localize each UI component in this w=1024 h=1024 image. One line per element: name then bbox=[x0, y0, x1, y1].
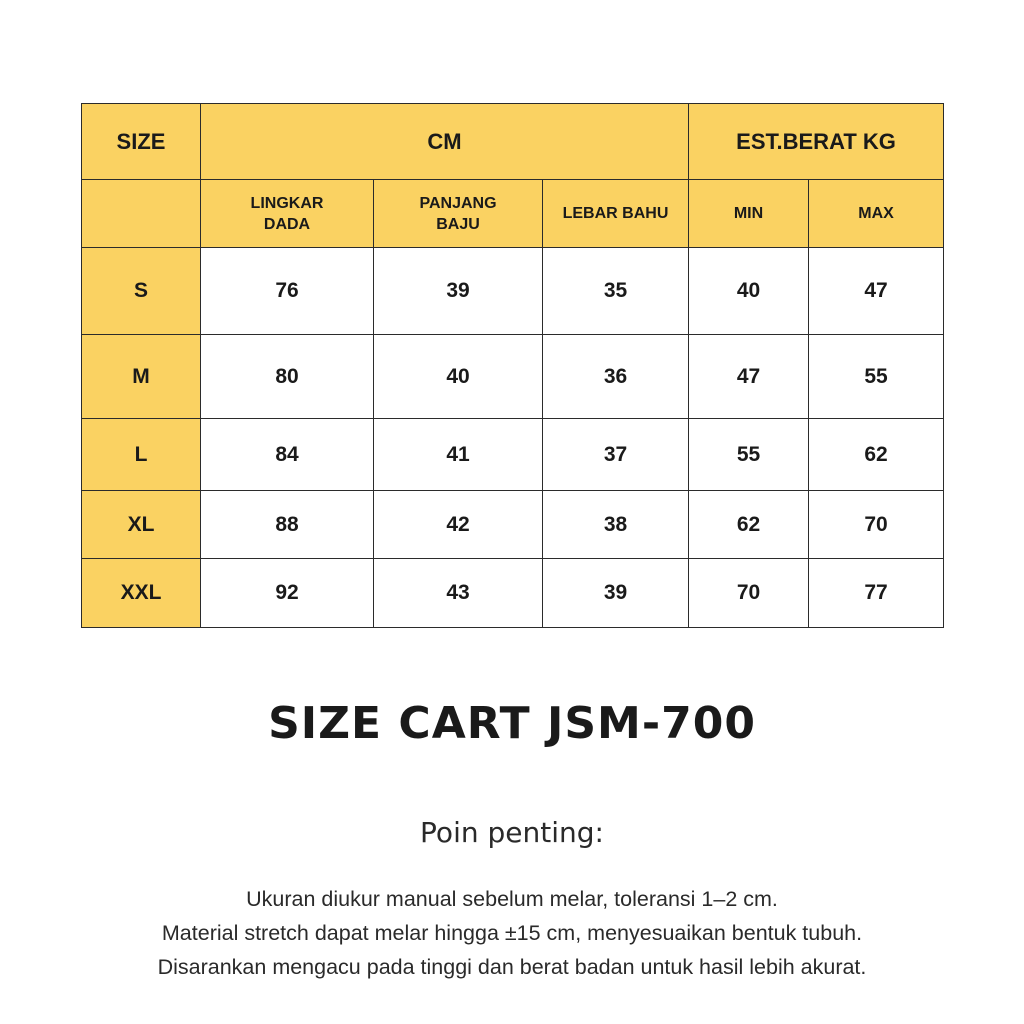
table-row bbox=[82, 559, 944, 628]
subheader-lebar-bahu bbox=[543, 180, 689, 248]
header-cm: CM bbox=[201, 104, 689, 180]
min-weight-value: 70 bbox=[689, 559, 809, 628]
subheader-panjang-baju bbox=[374, 180, 543, 248]
lingkar-dada-value: 76 bbox=[201, 248, 374, 335]
table-row bbox=[82, 491, 944, 559]
page-title: SIZE CART JSM-700 bbox=[268, 698, 756, 749]
header-size: SIZE bbox=[82, 104, 201, 180]
subheader-label: LEBAR BAHU bbox=[562, 205, 669, 222]
subheader-label: PANJANG BAJU bbox=[419, 194, 497, 233]
note-line: Material stretch dapat melar hingga ±15 cm, menyesuaikan bentuk tubuh. bbox=[161, 921, 863, 945]
min-weight-value: 62 bbox=[689, 491, 809, 559]
subheader-label: LINGKAR DADA bbox=[250, 194, 324, 233]
size-label: M bbox=[82, 335, 201, 419]
min-weight-value: 47 bbox=[689, 335, 809, 419]
max-weight-value: 55 bbox=[809, 335, 944, 419]
panjang-baju-value: 42 bbox=[374, 491, 543, 559]
subheader-lingkar-dada bbox=[201, 180, 374, 248]
lingkar-dada-value: 80 bbox=[201, 335, 374, 419]
lingkar-dada-value: 88 bbox=[201, 491, 374, 559]
notes-list bbox=[0, 882, 1024, 984]
min-weight-value: 55 bbox=[689, 419, 809, 491]
size-label: L bbox=[82, 419, 201, 491]
size-label: XL bbox=[82, 491, 201, 559]
subheader-max bbox=[809, 180, 944, 248]
lebar-bahu-value: 38 bbox=[543, 491, 689, 559]
panjang-baju-value: 40 bbox=[374, 335, 543, 419]
subheader-label: MAX bbox=[858, 205, 894, 222]
max-weight-value: 62 bbox=[809, 419, 944, 491]
note-line: Disarankan mengacu pada tinggi dan berat badan untuk hasil lebih akurat. bbox=[157, 955, 867, 979]
subheader-empty bbox=[82, 180, 201, 248]
max-weight-value: 70 bbox=[809, 491, 944, 559]
lingkar-dada-value: 92 bbox=[201, 559, 374, 628]
max-weight-value: 77 bbox=[809, 559, 944, 628]
lingkar-dada-value: 84 bbox=[201, 419, 374, 491]
panjang-baju-value: 41 bbox=[374, 419, 543, 491]
size-chart-table bbox=[81, 103, 944, 628]
note-line: Ukuran diukur manual sebelum melar, toleransi 1–2 cm. bbox=[246, 887, 778, 911]
panjang-baju-value: 39 bbox=[374, 248, 543, 335]
table-row bbox=[82, 335, 944, 419]
size-label: XXL bbox=[82, 559, 201, 628]
size-label: S bbox=[82, 248, 201, 335]
lebar-bahu-value: 35 bbox=[543, 248, 689, 335]
lebar-bahu-value: 39 bbox=[543, 559, 689, 628]
table-row bbox=[82, 248, 944, 335]
panjang-baju-value: 43 bbox=[374, 559, 543, 628]
notes-heading: Poin penting: bbox=[420, 816, 604, 849]
lebar-bahu-value: 37 bbox=[543, 419, 689, 491]
header-row bbox=[82, 104, 944, 180]
lebar-bahu-value: 36 bbox=[543, 335, 689, 419]
table-row bbox=[82, 419, 944, 491]
max-weight-value: 47 bbox=[809, 248, 944, 335]
min-weight-value: 40 bbox=[689, 248, 809, 335]
subheader-row bbox=[82, 180, 944, 248]
subheader-label: MIN bbox=[733, 205, 764, 222]
header-est-berat: EST.BERAT KG bbox=[689, 104, 944, 180]
subheader-min bbox=[689, 180, 809, 248]
